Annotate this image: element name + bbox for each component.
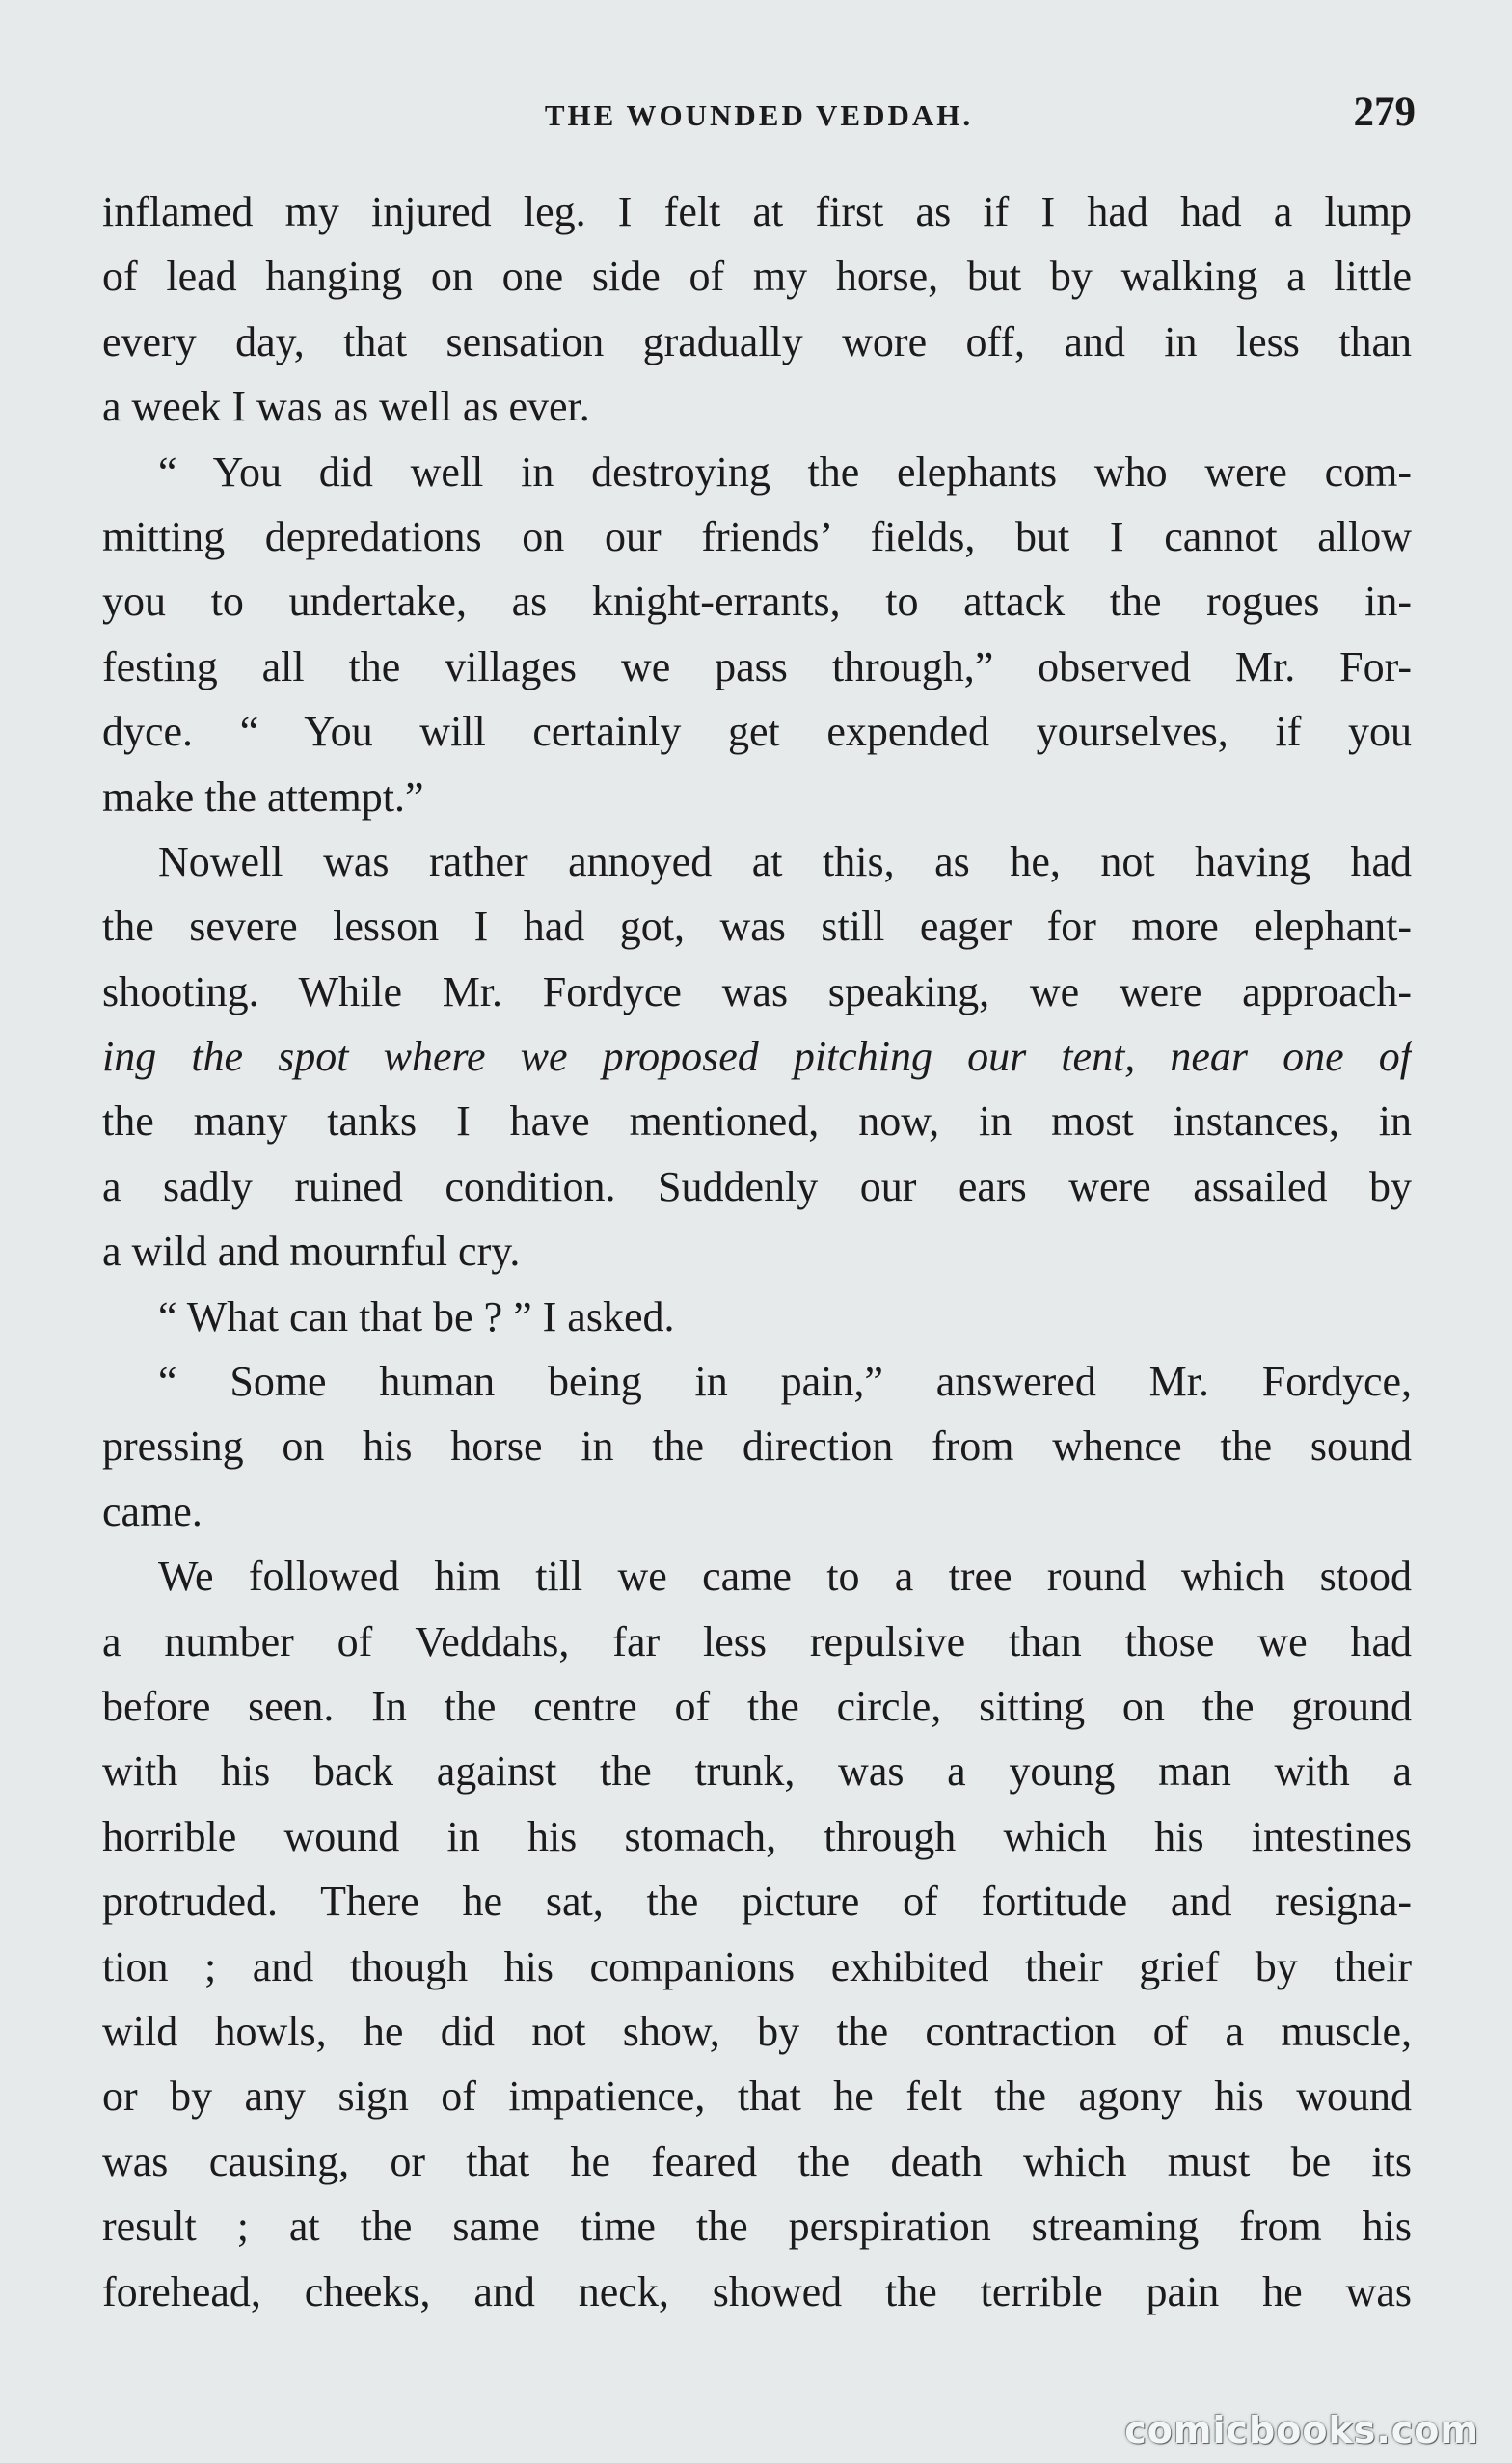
text-line: “ You did well in destroying the elephants who were com- (158, 447, 1412, 496)
text-line: inflamed my injured leg. I felt at first as if I had had a lump (102, 188, 1412, 235)
text-line: shooting. While Mr. Fordyce was speaking, we were approach- (102, 967, 1412, 1015)
running-header (102, 89, 1416, 147)
text-line: “ Some human being in pain,” answered Mr. Fordyce, (158, 1358, 1412, 1406)
text-line: mitting depredations on our friends’ fields, but I cannot allow (102, 512, 1412, 560)
text-line: result ; at the same time the perspiration streaming from his (102, 2203, 1412, 2251)
text-line: or by any sign of impatience, that he felt the agony his wound (102, 2072, 1412, 2121)
text-line: you to undertake, as knight-errants, to attack the rogues in- (102, 578, 1412, 626)
text-line: before seen. In the centre of the circle, sitting on the ground (102, 1682, 1412, 1730)
text-line: horrible wound in his stomach, through which his intestines (102, 1812, 1412, 1860)
text-line: every day, that sensation gradually wore off, and in less than (102, 317, 1412, 365)
text-line: “ What can that be ? ” I asked. (158, 1292, 675, 1340)
text-line: was causing, or that he feared the death which must be its (102, 2137, 1412, 2185)
text-line: festing all the villages we pass through,” observed Mr. For- (102, 642, 1412, 690)
text-line: dyce. “ You will certainly get expended yourselves, if you (102, 708, 1412, 756)
text-line: of lead hanging on one side of my horse, but by walking a little (102, 253, 1412, 301)
body-text (102, 179, 1412, 2324)
text-line: a sadly ruined condition. Suddenly our ears were assailed by (102, 1162, 1412, 1210)
watermark: comicbooks.com (1124, 2409, 1479, 2451)
text-line: the severe lesson I had got, was still eager for more elephant- (102, 903, 1412, 951)
text-line: a wild and mournful cry. (102, 1228, 521, 1276)
page-number: 279 (1353, 90, 1416, 135)
text-line: ing the spot where we proposed pitching our tent, near one of (102, 1033, 1412, 1081)
text-line: came. (102, 1487, 202, 1535)
running-title: THE WOUNDED VEDDAH. (544, 98, 974, 132)
text-line: a week I was as well as ever. (102, 383, 590, 431)
text-line: the many tanks I have mentioned, now, in most instances, in (102, 1097, 1412, 1146)
text-line: protruded. There he sat, the picture of fortitude and resigna- (102, 1878, 1412, 1926)
text-line: a number of Veddahs, far less repulsive than those we had (102, 1617, 1412, 1665)
text-line: with his back against the trunk, was a young man with a (102, 1747, 1412, 1796)
text-line: We followed him till we came to a tree round which stood (158, 1553, 1412, 1601)
text-line: Nowell was rather annoyed at this, as he, not having had (158, 837, 1412, 885)
text-line: wild howls, he did not show, by the contraction of a muscle, (102, 2007, 1412, 2055)
text-line: pressing on his horse in the direction from whence the sound (102, 1422, 1412, 1471)
text-line: tion ; and though his companions exhibited their grief by their (102, 1942, 1412, 1990)
text-line: forehead, cheeks, and neck, showed the terrible pain he was (102, 2267, 1412, 2315)
text-line: make the attempt.” (102, 772, 424, 821)
